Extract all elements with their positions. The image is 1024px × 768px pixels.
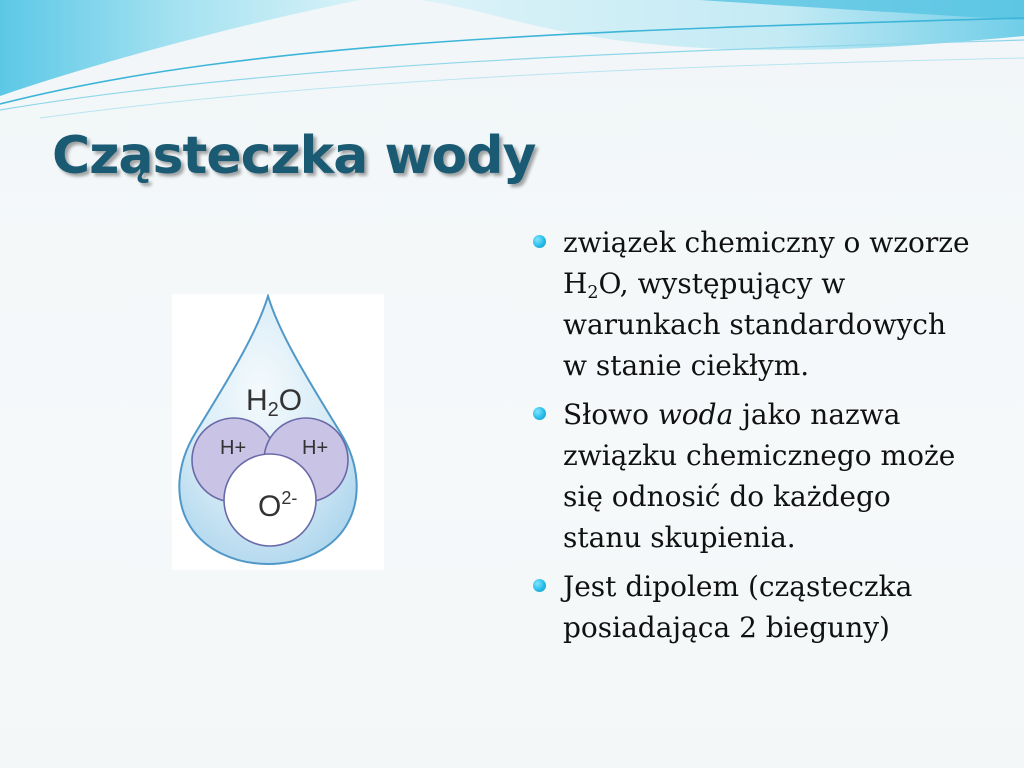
bullet-item-dipole (533, 566, 973, 648)
bullet-icon (533, 579, 546, 592)
formula-label: $H_2O$ (246, 384, 303, 421)
bullet-text: Słowo woda jako nazwa związku chemicznego może się odnosić do każdego stanu skupienia. (563, 398, 956, 554)
wave-band-left (0, 0, 360, 96)
wave-line-2 (0, 40, 1024, 110)
wave-line-3 (40, 58, 1024, 118)
bullet-item-formula (533, 222, 973, 386)
oxygen-label: $O^{2-}$ (258, 488, 298, 523)
water-molecule-diagram (172, 294, 384, 570)
header-waves (0, 0, 1024, 130)
bullet-icon (533, 407, 546, 420)
hydrogen-right-label: H+ (302, 437, 329, 459)
bullet-text: związek chemiczny o wzorze $H_2O$, występujący w warunkach standardowych w stanie ciekłym. (563, 226, 970, 382)
hydrogen-left-label: H+ (220, 437, 247, 459)
slide-title: Cząsteczka wody (52, 126, 536, 186)
bullet-icon (533, 235, 546, 248)
bullet-text: Jest dipolem (cząsteczka posiadająca 2 bieguny) (563, 570, 913, 644)
bullet-item-word (533, 394, 973, 558)
bullet-list (533, 222, 973, 656)
